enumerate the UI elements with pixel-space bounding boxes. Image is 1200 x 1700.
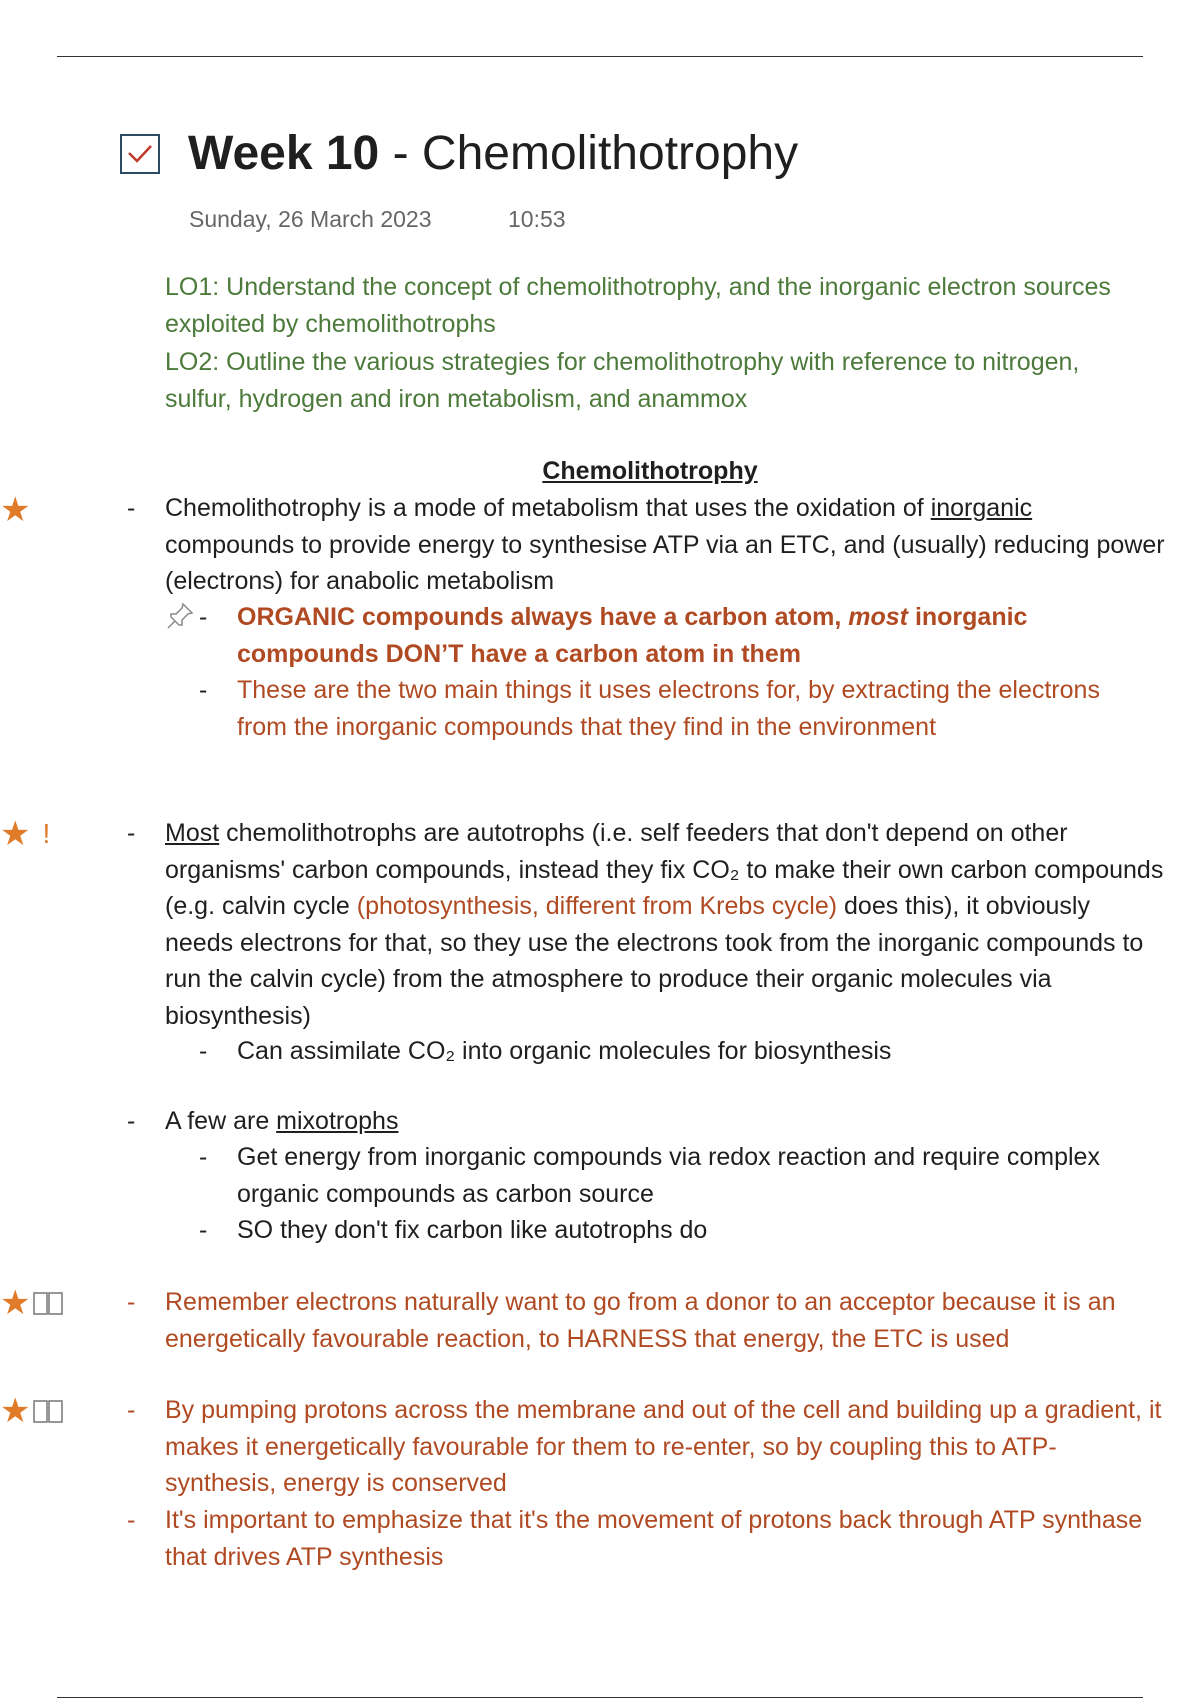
underlined-text: inorganic xyxy=(930,494,1033,522)
pin-icon[interactable] xyxy=(165,601,195,631)
list-item xyxy=(165,490,1165,600)
list-item: Get energy from inorganic compounds via redox reaction and require complex organic compounds as carbon source xyxy=(237,1143,1100,1208)
star-tag[interactable] xyxy=(0,1392,64,1429)
star-icon: ★ xyxy=(0,814,31,853)
page-time: 10:53 xyxy=(508,206,566,232)
title-week: Week 10 xyxy=(188,127,380,180)
todo-checkbox[interactable] xyxy=(120,134,160,174)
text-run: ORGANIC compounds always have a carbon atom, xyxy=(237,603,849,631)
highlighted-text: (photosynthesis, different from Krebs cycle) xyxy=(356,892,838,920)
book-icon xyxy=(32,1398,64,1424)
star-icon: ★ xyxy=(0,1391,31,1430)
learning-objective-2: LO2: Outline the various strategies for chemolithotrophy with reference to nitrogen, sulfur, hydrogen and iron metabolism, and anammox xyxy=(165,348,1080,413)
learning-objective-1: LO1: Understand the concept of chemolithotrophy, and the inorganic electron sources exploited by chemolithotrophs xyxy=(165,273,1111,338)
italic-text: most xyxy=(848,603,908,631)
bullet-dash: - xyxy=(127,1506,136,1534)
bullet-dash: - xyxy=(199,1143,208,1171)
page-header xyxy=(120,127,799,180)
list-item xyxy=(165,815,1165,1034)
check-icon xyxy=(126,142,154,166)
star-icon: ★ xyxy=(0,490,31,529)
section-heading: Chemolithotrophy xyxy=(542,457,758,485)
bullet-dash: - xyxy=(127,1396,136,1424)
page-date: Sunday, 26 March 2023 xyxy=(189,206,432,232)
text-run: chemolithotrophs are autotrophs (i.e. self feeders that don't depend on other organisms' carbon compounds, instead they fix CO₂ to make their own carbon compounds (e.g. calvin cycle xyxy=(165,819,1164,920)
list-item xyxy=(165,1103,1165,1140)
star-tag[interactable] xyxy=(0,815,50,852)
list-item: Can assimilate CO₂ into organic molecules for biosynthesis xyxy=(237,1037,892,1065)
bullet-dash: - xyxy=(199,676,208,704)
list-item: These are the two main things it uses electrons for, by extracting the electrons from the inorganic compounds that they find in the environment xyxy=(237,676,1100,741)
star-tag[interactable] xyxy=(0,491,30,528)
bullet-dash: - xyxy=(199,603,208,631)
text-run: compounds to provide energy to synthesise ATP via an ETC, and (usually) reducing power (electrons) for anabolic metabolism xyxy=(165,530,1165,595)
list-item: It's important to emphasize that it's the movement of protons back through ATP synthase that drives ATP synthesis xyxy=(165,1506,1143,1571)
list-item: Remember electrons naturally want to go from a donor to an acceptor because it is an energetically favourable reaction, to HARNESS that energy, the ETC is used xyxy=(165,1288,1116,1353)
bullet-dash: - xyxy=(199,1037,208,1065)
page-title xyxy=(188,127,799,180)
text-run: does this), it obviously needs electrons for that, so they use the electrons took from the inorganic compounds to run the calvin cycle) from the atmosphere to produce their organic molecules via biosynthesis) xyxy=(165,892,1144,1030)
text-run: Chemolithotrophy is a mode of metabolism that uses the oxidation of xyxy=(165,494,931,522)
bullet-dash: - xyxy=(127,1107,136,1135)
bullet-dash: - xyxy=(199,1216,208,1244)
list-item xyxy=(237,599,1107,672)
underlined-text: Most xyxy=(165,819,220,847)
bullet-dash: - xyxy=(127,494,136,522)
bottom-divider xyxy=(57,1697,1143,1698)
star-icon: ★ xyxy=(0,1283,31,1322)
underlined-text: mixotrophs xyxy=(276,1107,399,1135)
bullet-dash: - xyxy=(127,1288,136,1316)
title-topic: - Chemolithotrophy xyxy=(379,127,799,180)
text-run: inorganic compounds DON’T have a carbon atom in them xyxy=(237,603,1028,668)
star-tag[interactable] xyxy=(0,1284,64,1321)
text-run: A few are xyxy=(165,1107,277,1135)
list-item: SO they don't fix carbon like autotrophs do xyxy=(237,1216,708,1244)
bullet-dash: - xyxy=(127,819,136,847)
exclamation-tag: ! xyxy=(42,817,51,849)
top-divider xyxy=(57,56,1143,57)
book-icon xyxy=(32,1290,64,1316)
list-item: By pumping protons across the membrane and out of the cell and building up a gradient, it makes it energetically favourable for them to re-enter, so by coupling this to ATP-synthesis, energy is conserved xyxy=(165,1396,1162,1497)
